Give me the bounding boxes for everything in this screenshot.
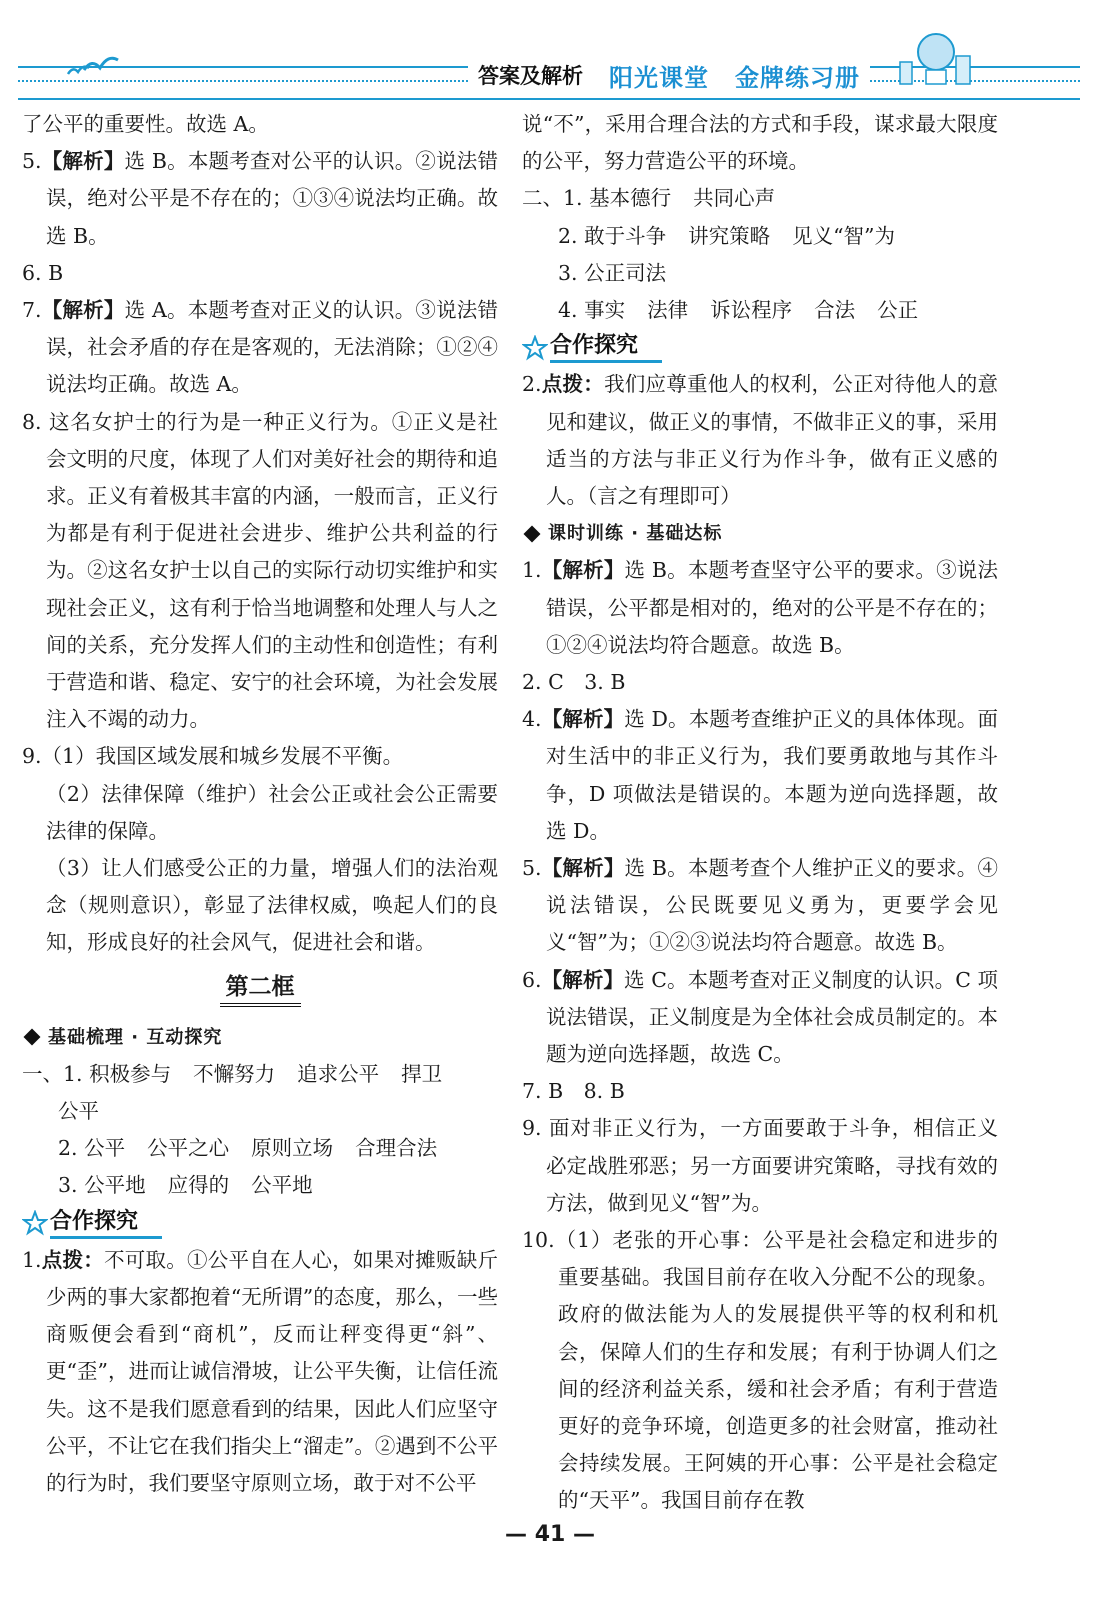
fill-blank-two-3: 3. 公正司法 <box>558 260 667 285</box>
training-item-9: 9. 面对非正义行为，一方面要敢于斗争，相信正义必定战胜邪恶；另一方面要讲究策略，寻找有效的方法，做到见义“智”为。 <box>522 1116 998 1215</box>
fill-blank-2: 2. 公平 公平之心 原则立场 合理合法 <box>58 1136 438 1161</box>
training-item-6: 6.【解析】选 C。本题考查对正义制度的认识。C 项说法错误，正义制度是为全体社会成员制定的。本题为逆向选择题，故选 C。 <box>522 967 999 1067</box>
page-header <box>0 0 1100 110</box>
answer-item-9-2: （2）法律保障（维护）社会公正或社会公正需要法律的保障。 <box>46 781 498 843</box>
fill-blank-1: 一、1. 积极参与 不懈努力 追求公平 捍卫 <box>22 1061 443 1086</box>
training-item-10: 10.（1）老张的开心事：公平是社会稳定和进步的重要基础。我国目前存在收入分配不公的现象。政府的做法能为人的发展提供平等的权利和机会，保障人们的生存和发展；有利于协调人们之间的经济利益关系，缓和社会矛盾；有利于营造更好的竞争环境，创造更多的社会财富，推动社会持续发展。王阿姨的开心事：公平是社会稳定的“天平”。我国目前存在教 <box>522 1228 998 1513</box>
fill-blank-1-cont: 公平 <box>58 1099 99 1124</box>
answer-line: 了公平的重要性。故选 A。 <box>22 112 269 136</box>
training-item-5: 5.【解析】选 B。本题考查个人维护正义的要求。④说法错误，公民既要见义勇为，更要学会见义“智”为；①②③说法均符合题意。故选 B。 <box>522 856 998 955</box>
cooperation-item-2: 2.点拨：我们应尊重他人的权利，公正对待他人的意见和建议，做正义的事情，不做非正义的事，采用适当的方法与非正义行为作斗争，做有正义感的人。（言之有理即可） <box>522 372 999 509</box>
left-column <box>22 106 498 1502</box>
star-icon <box>522 335 548 361</box>
answer-continued: 说“不”，采用合理合法的方式和手段，谋求最大限度的公平，努力营造公平的环境。 <box>522 112 998 174</box>
section-training: 课时训练 · 基础达标 <box>522 515 998 552</box>
answer-item-8: 8. 这名女护士的行为是一种正义行为。①正义是社会文明的尺度，体现了人们对美好社会的期待和追求。正义有着极其丰富的内涵，一般而言，正义行为都是有利于促进社会进步、维护公共利益的行为。②这名女护士以自己的实际行动切实维护和实现社会正义，这有利于恰当地调整和处理人与人之间的关系，充分发挥人们的主动性和创造性；有利于营造和谐、稳定、安宁的社会环境，为社会发展注入不竭的动力。 <box>22 409 498 732</box>
fill-blank-two-4: 4. 事实 法律 诉讼程序 合法 公正 <box>558 298 919 323</box>
star-icon <box>22 1210 48 1236</box>
header-title-group <box>468 58 870 92</box>
right-column <box>522 106 998 1520</box>
training-item-7-8: 7. B 8. B <box>522 1079 625 1104</box>
answers-label: 答案及解析 <box>478 64 583 88</box>
fill-blank-two-2: 2. 敢于斗争 讲究策略 见义“智”为 <box>558 223 896 248</box>
diamond-icon <box>24 1029 41 1046</box>
training-item-4: 4.【解析】选 D。本题考查维护正义的具体体现。面对生活中的非正义行为，我们要勇敢地与其作斗争，D 项做法是错误的。本题为逆向选择题，故选 D。 <box>522 707 999 843</box>
section-basic-review: 基础梳理 · 互动探究 <box>22 1019 498 1056</box>
fill-blank-3: 3. 公平地 应得的 公平地 <box>58 1173 313 1198</box>
globe-decoration-icon <box>880 26 990 86</box>
frame-title: 第二框 <box>22 968 498 1007</box>
training-item-1: 1.【解析】选 B。本题考查坚守公平的要求。③说法错误，公平都是相对的，绝对的公平是不存在的；①②④说法均符合题意。故选 B。 <box>522 558 998 657</box>
page-number: — 41 — <box>505 1522 595 1547</box>
section-cooperation: 合作探究 <box>22 1205 498 1242</box>
training-item-2-3: 2. C 3. B <box>522 670 626 695</box>
answer-item-9-3: （3）让人们感受公正的力量，增强人们的法治观念（规则意识），彰显了法律权威，唤起人们的良知，形成良好的社会风气，促进社会和谐。 <box>46 856 498 955</box>
section-cooperation-right: 合作探究 <box>522 329 998 366</box>
answer-item-7: 7.【解析】选 A。本题考查对正义的认识。③说法错误，社会矛盾的存在是客观的，无法消除；①②④说法均正确。故选 A。 <box>22 298 499 397</box>
answer-item-5: 5.【解析】选 B。本题考查对公平的认识。②说法错误，绝对公平是不存在的；①③④说法均正确。故选 B。 <box>22 149 498 248</box>
answer-item-6: 6. B <box>22 260 64 285</box>
fill-blank-two-1: 二、1. 基本德行 共同心声 <box>522 186 776 211</box>
cooperation-item-1: 1.点拨：不可取。①公平自在人心，如果对摊贩缺斤少两的事大家都抱着“无所谓”的态度，那么，一些商贩便会看到“商机”，反而让秤变得更“斜”、更“歪”，进而让诚信滑坡，让公平失衡，让信任流失。这不是我们愿意看到的结果，因此人们应坚守公平，不让它在我们指尖上“溜走”。②遇到不公平的行为时，我们要坚守原则立场，敢于对不公平 <box>22 1247 499 1496</box>
brand-name-1: 阳光课堂 <box>609 62 709 92</box>
diamond-icon <box>524 525 541 542</box>
brand-name-2: 金牌练习册 <box>735 62 860 92</box>
answer-item-9-1: 9.（1）我国区域发展和城乡发展不平衡。 <box>22 744 404 769</box>
